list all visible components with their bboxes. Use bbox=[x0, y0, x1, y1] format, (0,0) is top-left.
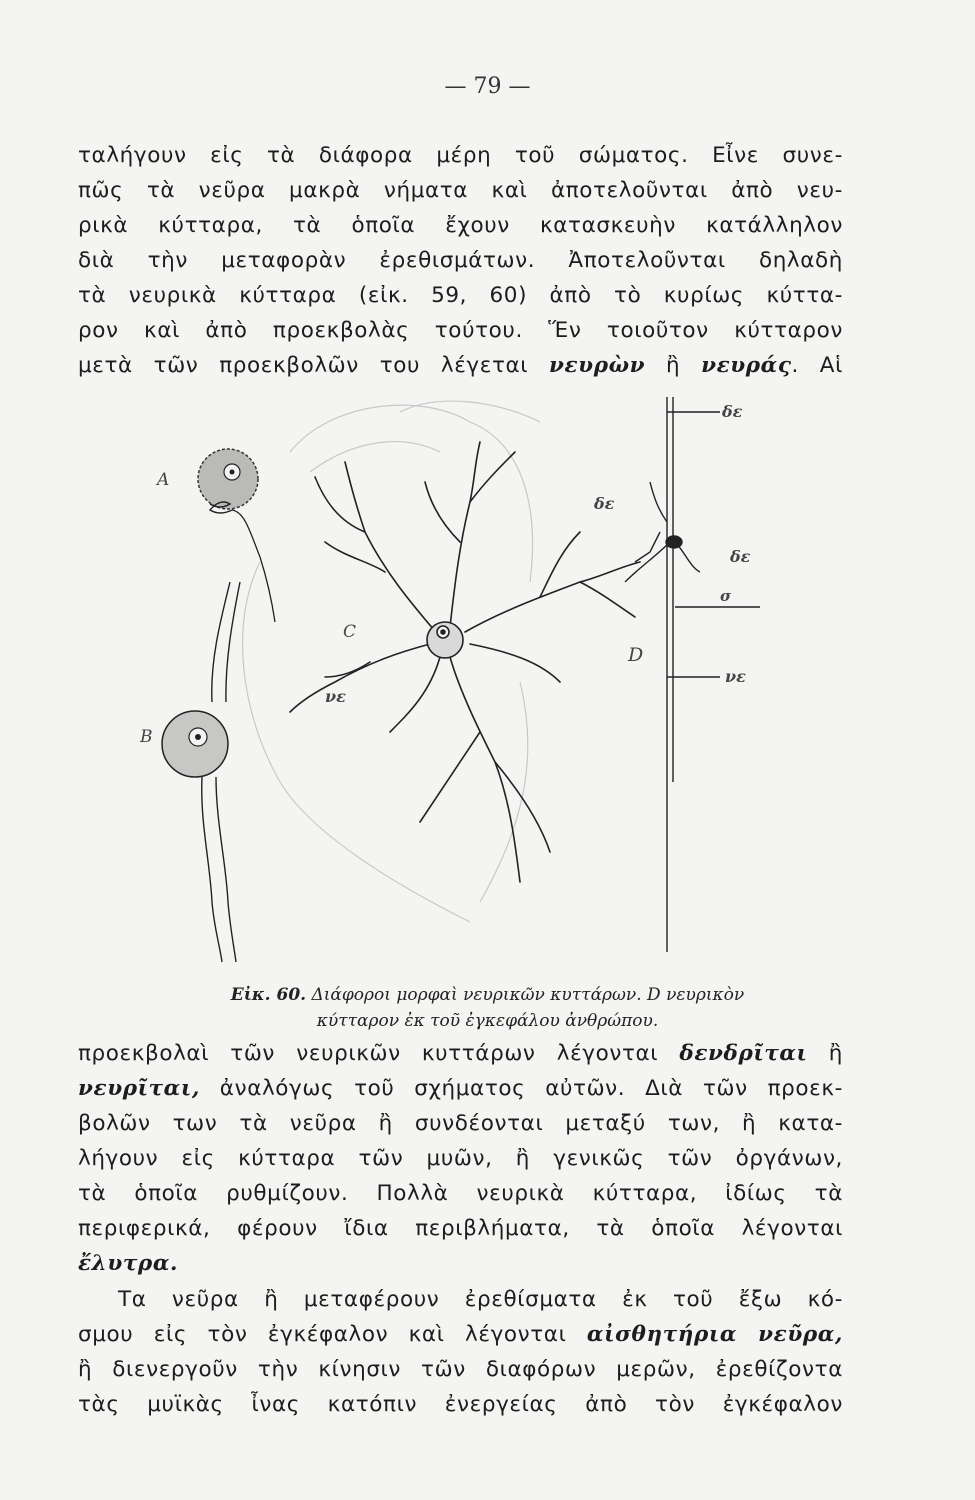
text-line: τὰς μυϊκὰς ἶνας κατόπιν ἐνεργείας ἀπὸ τὸν ἐγκέφαλον bbox=[78, 1392, 843, 1417]
cell-c bbox=[290, 442, 640, 882]
figure-caption-line2: κύτταρον ἐκ τοῦ ἐγκεφάλου ἀνθρώπου. bbox=[316, 1011, 659, 1031]
text-segment: προεκβολαὶ τῶν νευρικῶν κυττάρων λέγονται bbox=[78, 1041, 680, 1066]
figure-caption bbox=[0, 982, 975, 1008]
text-line: ταλήγουν εἰς τὰ διάφορα μέρη τοῦ σώματος. Εἶνε συνε- bbox=[78, 143, 843, 168]
paragraph-intro bbox=[78, 138, 843, 383]
term-neurites: νευρῖται, bbox=[78, 1076, 200, 1101]
text-line: λήγουν εἰς κύτταρα τῶν μυῶν, ἢ γενικῶς τῶν ὀργάνων, bbox=[78, 1146, 843, 1171]
term-neuras: νευράς bbox=[701, 353, 792, 378]
text-line: ρον καὶ ἀπὸ προεκβολὰς τούτου. Ἕν τοιοῦτον κύτταρον bbox=[78, 318, 843, 343]
cell-a bbox=[198, 449, 275, 622]
text-line: περιφερικά, φέρουν ἴδια περιβλήματα, τὰ ὁποῖα λέγονται bbox=[78, 1216, 843, 1241]
figure-ref: Εἰκ. 60. bbox=[230, 985, 307, 1005]
text-line: ρικὰ κύτταρα, τὰ ὁποῖα ἔχουν κατασκευὴν κατάλληλον bbox=[78, 213, 843, 238]
label-sigma: σ bbox=[720, 587, 732, 605]
paragraph-nerves bbox=[78, 1282, 843, 1422]
text-line: διὰ τὴν μεταφορὰν ἐρεθισμάτων. Ἀποτελοῦνται δηλαδὴ bbox=[78, 248, 843, 273]
neuron-drawing bbox=[140, 382, 780, 967]
text-line bbox=[78, 1071, 843, 1106]
text-segment: σμου εἰς τὸν ἐγκέφαλον καὶ λέγονται bbox=[78, 1322, 587, 1347]
term-sensory-nerves: αἰσθητήρια νεῦρα, bbox=[586, 1322, 843, 1347]
paragraph-processes bbox=[78, 1036, 843, 1281]
term-sheaths: ἔλυτρα. bbox=[78, 1251, 179, 1276]
cell-b bbox=[162, 582, 240, 962]
label-neurite: νε bbox=[325, 687, 346, 706]
text-line bbox=[78, 1036, 843, 1071]
text-segment: ἢ bbox=[645, 353, 702, 378]
label-neurite: νε bbox=[725, 667, 746, 686]
term-dendrites: δενδρῖται bbox=[679, 1041, 808, 1066]
label-dendrite: δε bbox=[730, 547, 751, 566]
neuron-illustration bbox=[140, 382, 780, 967]
page-number: — 79 — bbox=[444, 74, 531, 99]
caption-text: Διάφοροι μορφαὶ νευρικῶν κυττάρων. D νευρικὸν bbox=[306, 985, 745, 1005]
label-a: A bbox=[157, 470, 170, 490]
text-line: βολῶν των τὰ νεῦρα ἢ συνδέονται μεταξύ των, ἢ κατα- bbox=[78, 1111, 843, 1136]
label-d: D bbox=[628, 644, 644, 666]
text-segment: ἢ bbox=[807, 1041, 843, 1066]
text-line bbox=[78, 1246, 843, 1281]
text-line: τὰ νευρικὰ κύτταρα (εἰκ. 59, 60) ἀπὸ τὸ κυρίως κύττα- bbox=[78, 283, 843, 308]
text-segment: . Αἱ bbox=[791, 353, 843, 378]
term-neuron: νευρὼν bbox=[548, 353, 646, 378]
text-line: τὰ ὁποῖα ρυθμίζουν. Πολλὰ νευρικὰ κύτταρα, ἰδίως τὰ bbox=[78, 1181, 843, 1206]
label-dendrite: δε bbox=[722, 402, 743, 421]
label-c: C bbox=[343, 622, 357, 642]
text-line bbox=[78, 1317, 843, 1352]
text-line: ἢ διενεργοῦν τὴν κίνησιν τῶν διαφόρων μερῶν, ἐρεθίζοντα bbox=[78, 1357, 843, 1382]
text-segment: μετὰ τῶν προεκβολῶν του λέγεται bbox=[78, 353, 549, 378]
text-line: πῶς τὰ νεῦρα μακρὰ νήματα καὶ ἀποτελοῦνται ἀπὸ νευ- bbox=[78, 178, 843, 203]
label-dendrite: δε bbox=[594, 494, 615, 513]
text-line: Τα νεῦρα ἢ μεταφέρουν ἐρεθίσματα ἐκ τοῦ ἔξω κό- bbox=[118, 1287, 843, 1312]
text-line bbox=[78, 348, 843, 383]
text-segment: ἀναλόγως τοῦ σχήματος αὐτῶν. Διὰ τῶν προεκ- bbox=[199, 1076, 843, 1101]
label-b: B bbox=[140, 727, 153, 747]
